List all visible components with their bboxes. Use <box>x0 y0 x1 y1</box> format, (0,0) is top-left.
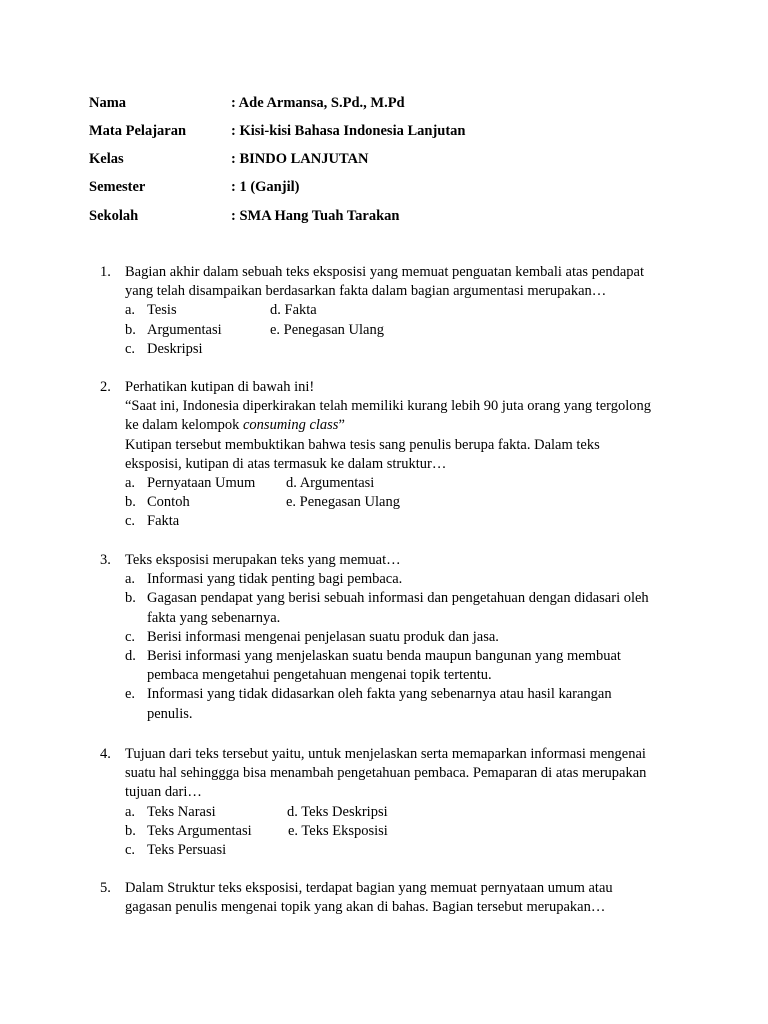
question-body <box>125 551 680 724</box>
option-text: Contoh <box>147 494 190 511</box>
question-text: Bagian akhir dalam sebuah teks eksposisi yang memuat penguatan kembali atas pendapat <box>125 264 645 280</box>
info-value: : 1 (Ganjil) <box>231 179 300 195</box>
option-text: Argumentasi <box>147 321 222 338</box>
info-value: : BINDO LANJUTAN <box>231 151 369 167</box>
option-letter: c. <box>125 340 136 357</box>
question-text: eksposisi, kutipan di atas termasuk ke dalam struktur… <box>125 455 447 472</box>
option-letter: e. <box>125 686 136 703</box>
option-text: Informasi yang tidak didasarkan oleh fakta yang sebenarnya atau hasil karangan <box>147 686 612 703</box>
option-text: Berisi informasi yang menjelaskan suatu benda maupun bangunan yang membuat <box>147 648 621 665</box>
info-label: Nama <box>89 95 127 111</box>
quote-text: “Saat ini, Indonesia diperkirakan telah memiliki kurang lebih 90 juta orang yang tergolong <box>125 398 652 415</box>
option-letter: c. <box>125 841 136 858</box>
option-text: Fakta <box>147 513 180 530</box>
option-letter: b. <box>125 321 136 338</box>
info-label: Semester <box>89 179 146 195</box>
info-label: Mata Pelajaran <box>89 123 187 139</box>
option-row <box>125 570 680 589</box>
info-label: Sekolah <box>89 208 139 224</box>
question-text: Perhatikan kutipan di bawah ini! <box>125 379 315 395</box>
option-letter: a. <box>125 571 136 588</box>
question-body <box>125 378 680 532</box>
option-text: Gagasan pendapat yang berisi sebuah informasi dan pengetahuan dengan didasari oleh <box>147 590 649 607</box>
option-row <box>125 321 680 340</box>
question-text: tujuan dari… <box>125 784 202 801</box>
question-number: 3. <box>100 552 111 568</box>
question-number: 1. <box>100 264 111 280</box>
option-text: fakta yang sebenarnya. <box>147 609 281 626</box>
question-number: 5. <box>100 880 111 896</box>
option-text-right: e. Penegasan Ulang <box>270 321 384 338</box>
quote-text-continued <box>125 416 680 435</box>
question-text: Dalam Struktur teks eksposisi, terdapat bagian yang memuat pernyataan umum atau <box>125 880 613 896</box>
option-text: Deskripsi <box>147 340 203 357</box>
question-body <box>125 263 680 359</box>
question-text: gagasan penulis mengenai topik yang akan di bahas. Bagian tersebut merupakan… <box>125 899 606 916</box>
option-text: Teks Argumentasi <box>147 822 252 839</box>
option-letter: b. <box>125 494 136 511</box>
option-letter: a. <box>125 803 136 820</box>
question-text: Kutipan tersebut membuktikan bahwa tesis sang penulis berupa fakta. Dalam teks <box>125 436 600 453</box>
option-row <box>125 340 680 359</box>
option-row <box>125 301 680 320</box>
option-text: Pernyataan Umum <box>147 475 256 492</box>
question-text: yang telah disampaikan berdasarkan fakta dalam bagian argumentasi merupakan… <box>125 283 607 300</box>
option-row <box>125 493 680 512</box>
option-text-right: d. Fakta <box>270 302 317 319</box>
option-letter: b. <box>125 822 136 839</box>
question-text: Tujuan dari teks tersebut yaitu, untuk menjelaskan serta memaparkan informasi mengenai <box>125 746 646 762</box>
quote-text: ke dalam kelompok <box>125 417 243 434</box>
info-value: : Ade Armansa, S.Pd., M.Pd <box>231 95 405 111</box>
option-row <box>125 512 680 531</box>
option-letter: d. <box>125 648 136 665</box>
option-row <box>125 647 680 685</box>
option-row <box>125 841 680 860</box>
option-row <box>125 822 680 841</box>
option-text: penulis. <box>147 705 193 722</box>
option-letter: c. <box>125 513 136 530</box>
option-letter: a. <box>125 302 136 319</box>
option-row <box>125 589 680 627</box>
italic-phrase: consuming class <box>242 417 339 434</box>
question-number: 4. <box>100 746 111 762</box>
question-number: 2. <box>100 379 111 395</box>
info-label: Kelas <box>89 151 124 167</box>
option-text: Berisi informasi mengenai penjelasan suatu produk dan jasa. <box>147 628 499 645</box>
option-letter: c. <box>125 628 136 645</box>
option-row <box>125 685 680 723</box>
option-text-right: d. Argumentasi <box>286 475 375 492</box>
option-letter: a. <box>125 475 136 492</box>
option-text: Teks Narasi <box>147 803 216 820</box>
option-text-right: e. Teks Eksposisi <box>288 822 388 839</box>
option-text: pembaca mengetahui pengetahuan mengenai topik tertentu. <box>147 667 492 684</box>
question-body <box>125 745 680 860</box>
question-body <box>125 879 680 917</box>
option-text: Teks Persuasi <box>147 841 227 858</box>
option-text-right: e. Penegasan Ulang <box>286 494 400 511</box>
option-text: Tesis <box>147 302 177 319</box>
option-text-right: d. Teks Deskripsi <box>287 803 388 820</box>
option-row <box>125 628 680 647</box>
question-text: suatu hal sehinggga bisa menambah pengetahuan pembaca. Pemaparan di atas merupakan <box>125 765 647 782</box>
info-value: : Kisi-kisi Bahasa Indonesia Lanjutan <box>231 123 466 139</box>
option-letter: b. <box>125 590 136 607</box>
quote-close: ” <box>338 417 345 434</box>
option-row <box>125 803 680 822</box>
option-text: Informasi yang tidak penting bagi pembaca. <box>147 571 403 588</box>
option-row <box>125 474 680 493</box>
question-text: Teks eksposisi merupakan teks yang memuat… <box>125 552 401 568</box>
info-value: : SMA Hang Tuah Tarakan <box>231 208 400 224</box>
